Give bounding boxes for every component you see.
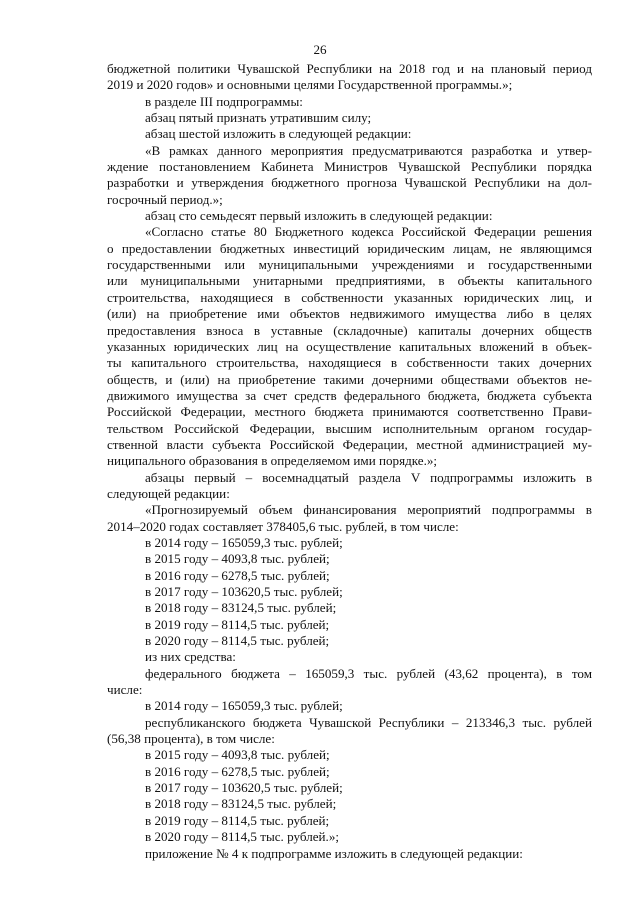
text-line: в 2019 году – 8114,5 тыс. рублей; (145, 812, 330, 828)
text-line: в 2019 году – 8114,5 тыс. рублей; (145, 616, 330, 632)
text-line: абзац шестой изложить в следующей редакции: (145, 126, 412, 142)
text-line: следующей редакции: (107, 485, 230, 501)
text-line: абзац пятый признать утратившим силу; (145, 110, 372, 126)
text-line: в 2016 году – 6278,5 тыс. рублей; (145, 763, 330, 779)
text-line: государственными или муниципальными учреждениями и государственными (107, 257, 592, 273)
page-number: 26 (313, 42, 327, 57)
text-line: в 2016 году – 6278,5 тыс. рублей; (145, 567, 330, 583)
text-line: в 2015 году – 4093,8 тыс. рублей; (145, 551, 330, 567)
text-line: ты капитального строительства, находящиеся в собственности таких дочерних (107, 355, 592, 371)
text-line: республиканского бюджета Чувашской Республики – 213346,3 тыс. рублей (145, 714, 592, 730)
text-line: абзацы первый – восемнадцатый раздела V подпрограммы изложить в (145, 469, 592, 485)
text-line: разработки и утверждения бюджетного прогноза Чувашской Республики на дол- (107, 175, 592, 191)
text-line: ственной власти субъекта Российской Федерации, местной администрацией му- (107, 436, 592, 452)
text-line: в 2017 году – 103620,5 тыс. рублей; (145, 780, 343, 796)
text-line: «В рамках данного мероприятия предусматриваются разработка и утвер- (145, 142, 592, 158)
text-line: в 2020 году – 8114,5 тыс. рублей; (145, 633, 330, 649)
text-line: тельством Российской Федерации, высшим исполнительным органом государ- (107, 420, 592, 436)
text-line: (или) на приобретение ими объектов недвижимого имущества либо в целях (107, 306, 592, 322)
text-line: «Прогнозируемый объем финансирования мероприятий подпрограммы в (145, 502, 592, 518)
text-line: в разделе III подпрограммы: (145, 93, 303, 109)
text-line: обществ, и (или) на приобретение такими дочерними обществами объектов не- (107, 371, 592, 387)
text-line: «Согласно статье 80 Бюджетного кодекса Российской Федерации решения (145, 224, 592, 240)
text-line: 2019 и 2020 годов» и основными целями Государственной программы.»; (107, 77, 513, 93)
text-line: в 2014 году – 165059,3 тыс. рублей; (145, 698, 343, 714)
text-line: госрочный период.»; (107, 191, 223, 207)
text-line: в 2018 году – 83124,5 тыс. рублей; (145, 796, 337, 812)
text-line: строительства, находящиеся в собственности указанных юридических лиц, и (107, 289, 592, 305)
text-line: приложение № 4 к подпрограмме изложить в следующей редакции: (145, 845, 523, 861)
text-line: указанных юридических лиц на осуществление капитальных вложений в объек- (107, 338, 592, 354)
text-line: Российской Федерации, местного бюджета принимаются соответственно Прави- (107, 404, 592, 420)
document-body (107, 61, 592, 862)
text-line: в 2014 году – 165059,3 тыс. рублей; (145, 534, 343, 550)
text-line: движимого имущества за счет средств федерального бюджета, бюджета субъекта (107, 387, 592, 403)
text-line: абзац сто семьдесят первый изложить в следующей редакции: (145, 208, 493, 224)
text-line: в 2017 году – 103620,5 тыс. рублей; (145, 584, 343, 599)
text-line: федерального бюджета – 165059,3 тыс. рублей (43,62 процента), в том (145, 665, 592, 681)
text-line: ждение постановлением Кабинета Министров Чувашской Республики порядка (107, 159, 592, 175)
text-line: 2014–2020 годах составляет 378405,6 тыс. рублей, в том числе: (107, 518, 459, 534)
text-line: в 2020 году – 8114,5 тыс. рублей.»; (145, 829, 340, 845)
text-line: (56,38 процента), в том числе: (107, 731, 275, 747)
text-line: в 2015 году – 4093,8 тыс. рублей; (145, 747, 330, 763)
text-line: числе: (107, 682, 143, 698)
text-line: бюджетной политики Чувашской Республики на 2018 год и на плановый период (107, 61, 592, 76)
text-line: из них средства: (145, 649, 236, 665)
text-line: о предоставлении бюджетных инвестиций юридическим лицам, не являющимся (107, 240, 592, 256)
text-line: предоставления взноса в уставные (складочные) капиталы дочерних обществ (107, 322, 592, 338)
text-line: ниципального образования в определяемом ими порядке.»; (107, 453, 438, 469)
text-line: в 2018 году – 83124,5 тыс. рублей; (145, 600, 337, 616)
text-line: или муниципальными унитарными предприятиями, в объекты капитального (107, 273, 592, 289)
